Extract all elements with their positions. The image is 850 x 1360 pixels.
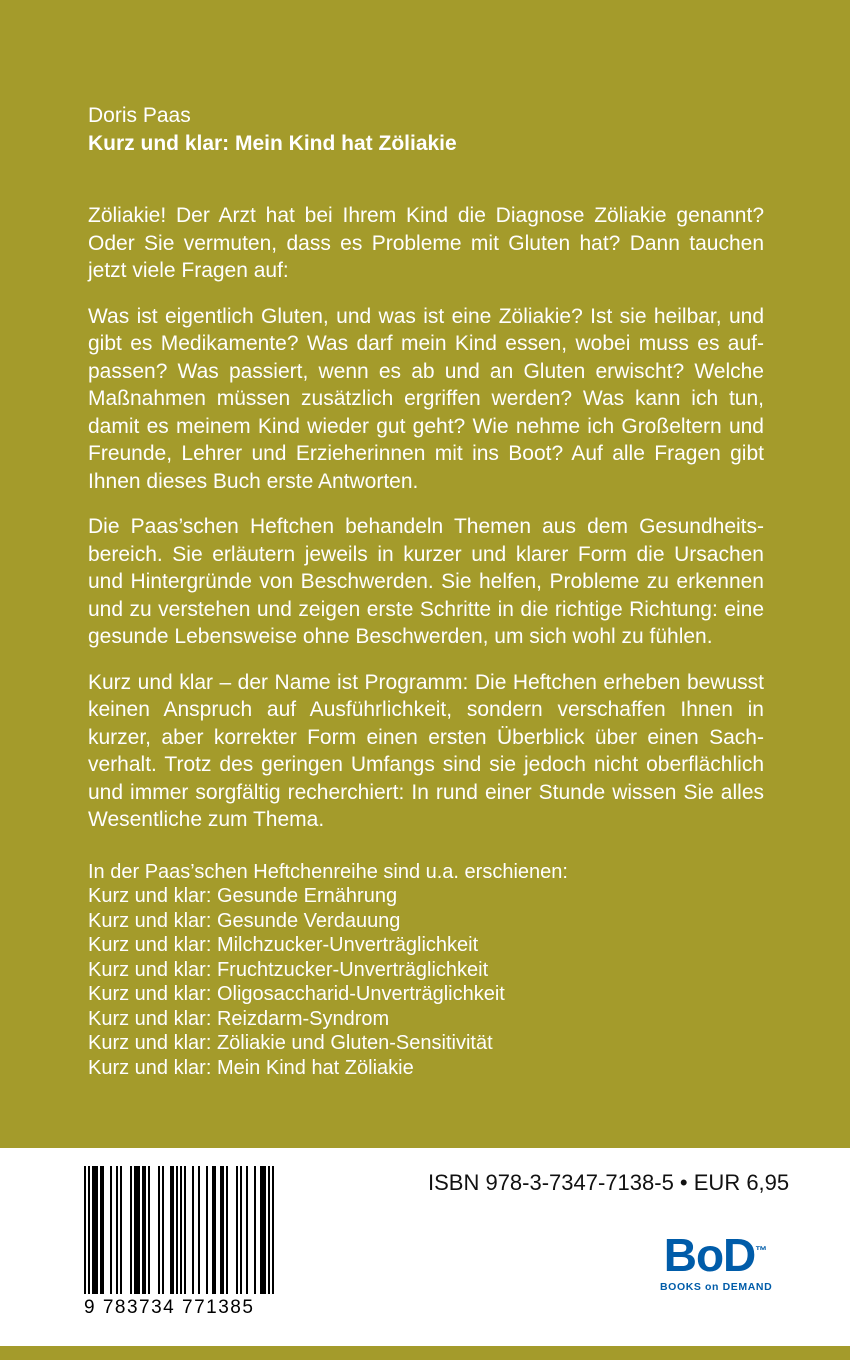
ean-barcode [84, 1166, 274, 1319]
series-list [88, 860, 764, 1081]
series-item: Kurz und klar: Gesunde Verdauung [88, 909, 401, 932]
series-item: Kurz und klar: Mein Kind hat Zöliakie [88, 1056, 414, 1079]
trademark-symbol: ™ [755, 1243, 767, 1258]
series-item: Kurz und klar: Fruchtzucker-Unverträglichkeit [88, 958, 489, 981]
series-item: Kurz und klar: Milchzucker-Unverträglichkeit [88, 934, 479, 956]
synopsis-paragraph-3: Die Paas’schen Heftchen behandeln Themen aus dem Gesundheitsbereich. Sie erläutern jeweils in kurzer und klarer Form die Ursachen und Hintergründe von Beschwerden. Sie helfen, Probleme zu erkennen und zu verstehen und zeigen erste Schritte in die richtige Richtung: eine gesunde Lebensweise ohne Beschwerden, um sich wohl zu fühlen. [88, 515, 764, 648]
barcode-bars [84, 1166, 274, 1294]
synopsis-paragraph-1: Zöliakie! Der Arzt hat bei Ihrem Kind die Diagnose Zöliakie genannt? Oder Sie vermuten, dass es Probleme mit Gluten hat? Dann tauchen jetzt viele Fragen auf: [88, 204, 764, 282]
synopsis-paragraph-4: Kurz und klar – der Name ist Programm: Die Heftchen erheben bewusst keinen Anspruch auf Ausführlichkeit, sondern verschaffen Ihnen in kurzer, aber korrekter Form einen ersten Überblick über einen Sachverhalt. Trotz des geringen Umfangs sind sie jedoch nicht oberflächlich und immer sorgfältig recherchiert: In rund einer Stunde wissen Sie alles Wesentliche zum Thema. [88, 670, 764, 831]
synopsis-paragraph-2: Was ist eigentlich Gluten, und was ist eine Zöliakie? Ist sie heilbar, und gibt es Medikamente? Was darf mein Kind essen, wobei muss es aufpassen? Was passiert, wenn es ab und an Gluten erwischt? Welche Maßnahmen müssen zusätzlich ergriffen werden? Was kann ich tun, damit es meinem Kind wieder gut geht? Wie nehme ich Großeltern und Freunde, Lehrer und Erzieherinnen mit ins Boot? Auf alle Fragen gibt Ihnen dieses Buch erste Antworten. [88, 304, 764, 493]
footer-white-band [0, 1148, 850, 1346]
book-title: Kurz und klar: Mein Kind hat Zöliakie [88, 132, 457, 155]
series-intro: In der Paas’schen Heftchenreihe sind u.a. erschienen: [88, 860, 568, 883]
bod-logo [660, 1229, 773, 1293]
isbn-price-line: ISBN 978-3-7347-7138-5 • EUR 6,95 [428, 1170, 790, 1195]
series-item: Kurz und klar: Zöliakie und Gluten-Sensitivität [88, 1032, 493, 1054]
author-name: Doris Paas [88, 104, 191, 127]
barcode-digits: 9 783734 771385 [84, 1297, 255, 1318]
bod-logo-subtext: BOOKS on DEMAND [660, 1281, 773, 1293]
series-item: Kurz und klar: Reizdarm-Syndrom [88, 1007, 390, 1030]
back-cover-text [88, 102, 764, 1080]
bod-wordmark: BoD [663, 1229, 756, 1281]
series-item: Kurz und klar: Oligosaccharid-Unverträglichkeit [88, 983, 505, 1005]
bod-logo-text [660, 1229, 770, 1281]
series-item: Kurz und klar: Gesunde Ernährung [88, 885, 398, 907]
